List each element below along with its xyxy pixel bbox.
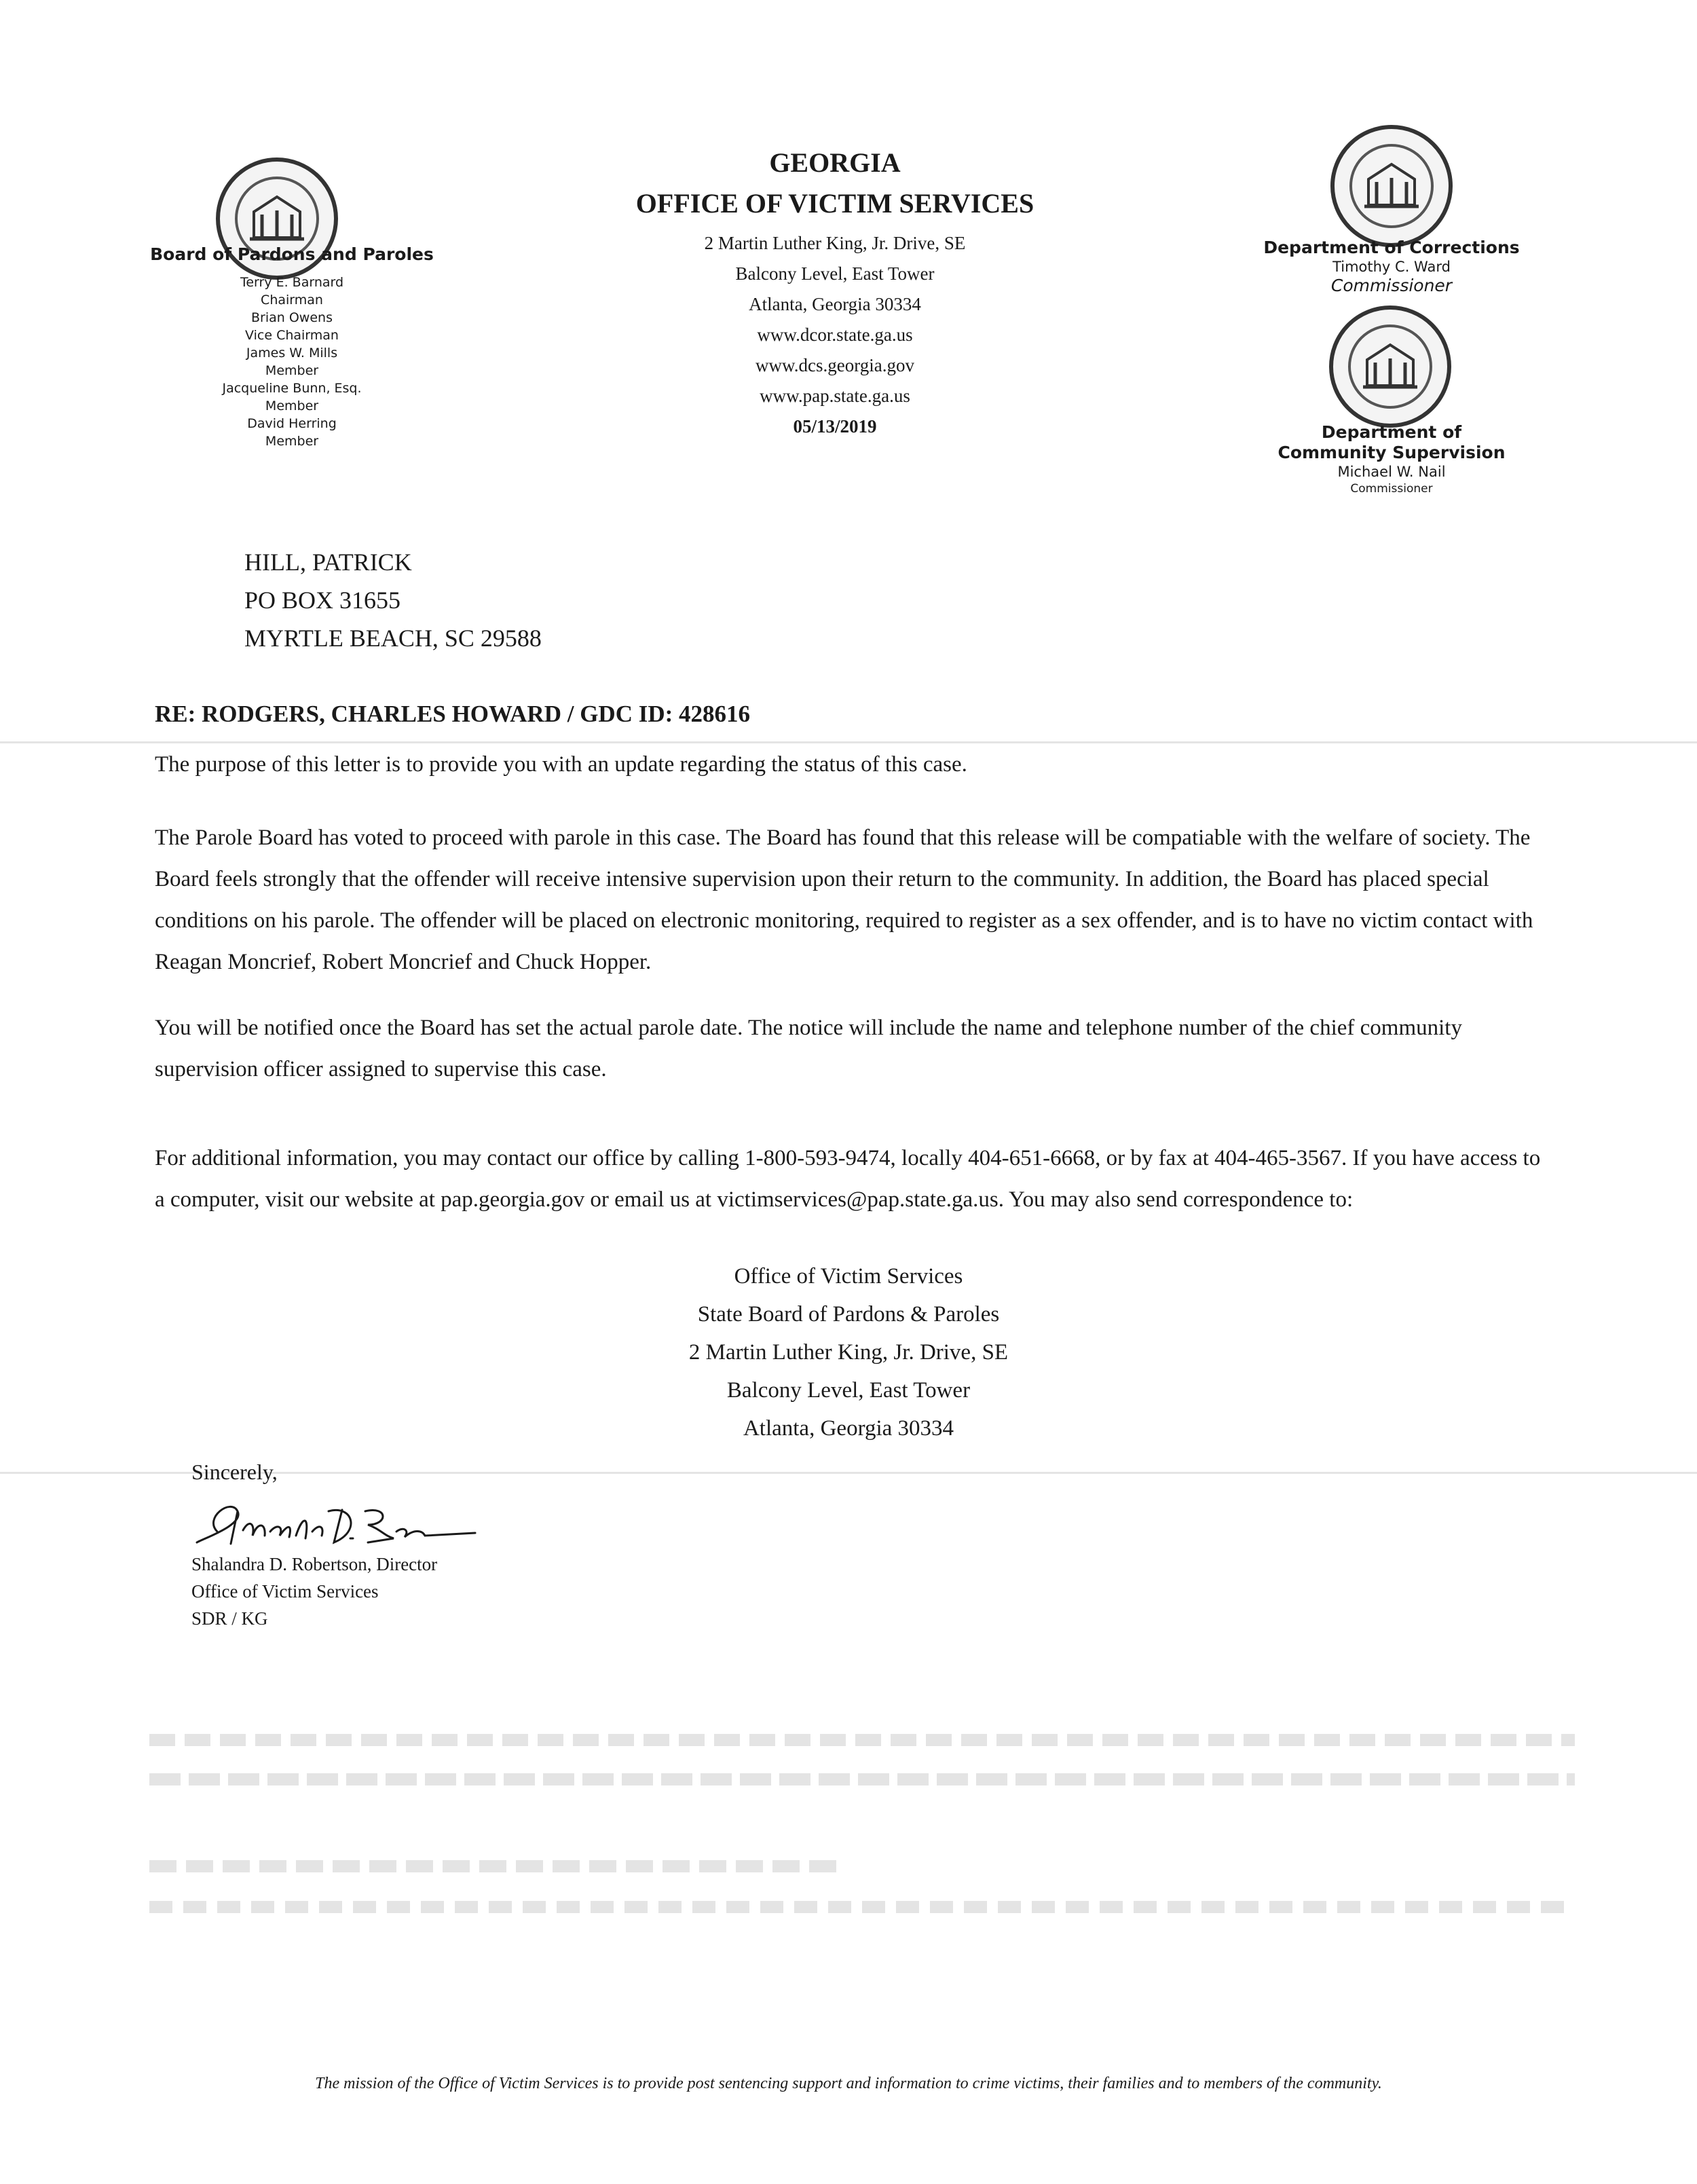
office-name: OFFICE OF VICTIM SERVICES: [635, 188, 1034, 219]
supervision-name-line1: Department of: [1321, 422, 1462, 442]
body-paragraph: For additional information, you may contact our office by calling 1-800-593-9474, locally 404-651-6668, or by fax at 404-465-3567. If you have access to a computer, visit our website at pap.georgia.gov or email us at victimservices@pap.state.ga.us. You may also send correspondence to:: [155, 1146, 1541, 1212]
signer-block: [191, 1551, 437, 1632]
address-line: Atlanta, Georgia 30334: [743, 1416, 954, 1441]
address-line: 2 Martin Luther King, Jr. Drive, SE: [688, 1340, 1009, 1365]
handwritten-signature: [190, 1491, 489, 1552]
board-member-name: David Herring: [247, 416, 337, 431]
board-member-title: Member: [265, 434, 319, 449]
board-member-title: Vice Chairman: [245, 328, 339, 343]
capitol-arch-icon: [1335, 129, 1449, 243]
recipient-street: PO BOX 31655: [244, 587, 401, 614]
board-member-name: Brian Owens: [251, 310, 333, 325]
office-address-line: Balcony Level, East Tower: [735, 263, 935, 284]
state-name: GEORGIA: [769, 147, 901, 178]
community-supervision-seal: [1329, 306, 1451, 428]
board-member-name: Jacqueline Bunn, Esq.: [222, 381, 362, 396]
office-address-line: Atlanta, Georgia 30334: [749, 294, 921, 314]
office-website: www.pap.state.ga.us: [760, 386, 910, 406]
letter-date: 05/13/2019: [793, 416, 877, 437]
office-website: www.dcor.state.ga.us: [757, 325, 913, 345]
address-line: Office of Victim Services: [734, 1264, 963, 1289]
corrections-commissioner: Timothy C. Ward: [1332, 259, 1451, 275]
capitol-arch-icon: [1333, 310, 1447, 424]
board-of-pardons-block: [122, 244, 462, 450]
board-member-name: Terry E. Barnard: [240, 275, 344, 290]
signer-office: Office of Victim Services: [191, 1581, 379, 1602]
board-name: Board of Pardons and Paroles: [150, 244, 434, 264]
board-member-title: Member: [265, 399, 319, 413]
bleed-through-text: [149, 1773, 1575, 1785]
bleed-through-text: [149, 1734, 1575, 1746]
correspondence-address: [509, 1257, 1188, 1447]
subject-line: RE: RODGERS, CHARLES HOWARD / GDC ID: 428616: [155, 701, 751, 727]
corrections-seal: [1330, 125, 1453, 247]
recipient-name: HILL, PATRICK: [244, 549, 412, 576]
address-line: State Board of Pardons & Paroles: [697, 1302, 1000, 1327]
bleed-through-text: [149, 1860, 842, 1872]
signer-name: Shalandra D. Robertson, Director: [191, 1554, 438, 1574]
bleed-through-text: [149, 1901, 1575, 1913]
closing-salutation: Sincerely,: [191, 1460, 278, 1484]
corrections-title: Commissioner: [1330, 276, 1453, 295]
office-website: www.dcs.georgia.gov: [756, 355, 914, 375]
board-member-title: Chairman: [261, 293, 323, 308]
community-supervision-block: [1256, 422, 1527, 497]
address-line: Balcony Level, East Tower: [726, 1378, 971, 1403]
recipient-address: [244, 543, 542, 657]
body-paragraph: You will be notified once the Board has set the actual parole date. The notice will include the name and telephone number of the chief community supervision officer assigned to supervise this case.: [155, 1016, 1462, 1081]
supervision-name-line2: Community Supervision: [1278, 443, 1506, 462]
board-member-name: James W. Mills: [246, 346, 338, 360]
body-paragraph: The Parole Board has voted to proceed with parole in this case. The Board has found that this release will be compatiable with the welfare of society. The Board feels strongly that the offender will receive intensive supervision upon their return to the community. In addition, the Board has placed special conditions on his parole. The offender will be placed on electronic monitoring, required to register as a sex offender, and is to have no victim contact with Reagan Moncrief, Robert Moncrief and Chuck Hopper.: [155, 826, 1533, 974]
paper-fold-line: [0, 741, 1697, 743]
board-member-title: Member: [265, 363, 319, 378]
typist-initials: SDR / KG: [191, 1608, 268, 1629]
office-letterhead: [529, 143, 1140, 442]
recipient-city: MYRTLE BEACH, SC 29588: [244, 625, 542, 652]
corrections-name: Department of Corrections: [1263, 238, 1520, 257]
supervision-commissioner: Michael W. Nail: [1337, 464, 1446, 480]
office-address-line: 2 Martin Luther King, Jr. Drive, SE: [704, 233, 966, 253]
corrections-block: [1256, 238, 1527, 296]
supervision-title: Commissioner: [1350, 482, 1433, 496]
body-paragraph: The purpose of this letter is to provide you with an update regarding the status of this case.: [155, 752, 967, 777]
mission-statement: The mission of the Office of Victim Services is to provide post sentencing support and information to crime victims, their families and to members of the community.: [315, 2075, 1382, 2092]
